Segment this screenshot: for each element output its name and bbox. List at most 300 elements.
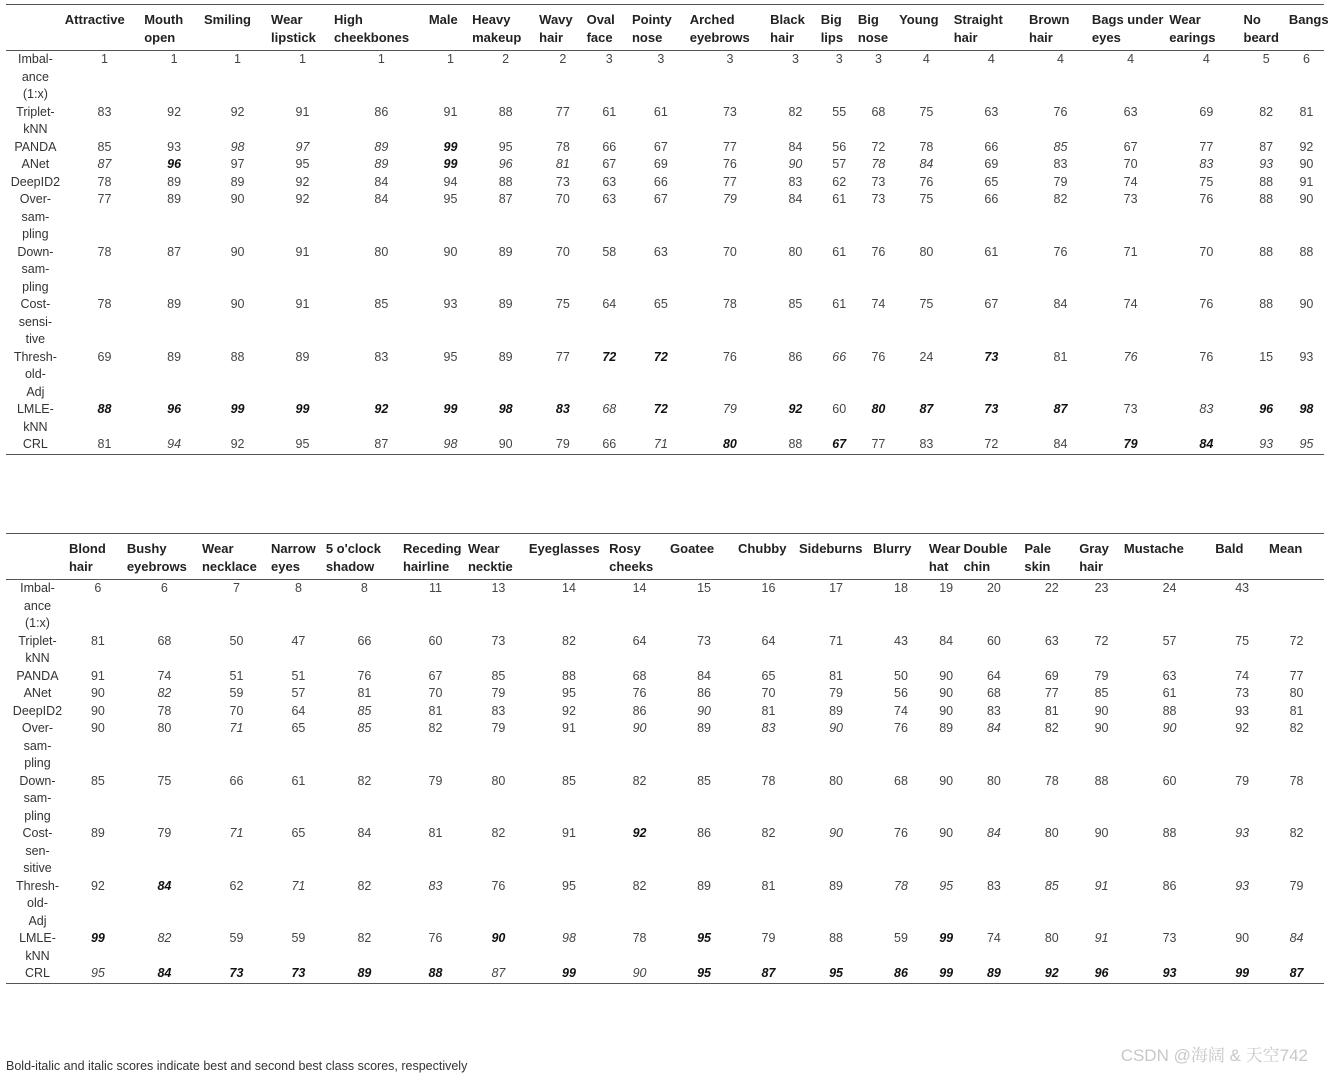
score-cell: 91 [1299,174,1314,189]
score-cell: 90 [788,157,803,171]
column-header: Big nose [857,12,889,45]
score-cell: 89 [167,174,182,189]
score-cell: 78 [1289,773,1304,788]
score-cell: 76 [1123,349,1138,364]
score-cell: 82 [357,773,372,788]
score-cell: 69 [1199,104,1214,119]
score-cell: 70 [555,244,570,259]
row-label: PANDA [14,139,57,154]
score-cell: 76 [1199,349,1214,364]
score-cell: 77 [555,104,570,119]
score-cell: 66 [229,773,244,788]
table-row [6,580,1324,633]
score-cell: 78 [157,703,172,718]
score-cell: 82 [1044,721,1059,735]
score-cell: 77 [871,437,886,451]
column-header: Eyeglasses [528,541,600,556]
score-cell: 67 [653,139,668,154]
score-cell: 92 [562,703,576,718]
score-cell: 91 [562,826,576,840]
score-cell: 60 [832,402,847,416]
score-cell: 96 [167,157,182,171]
score-cell: 1 [101,52,108,66]
score-cell: 73 [697,633,711,648]
row-label: CRL [22,437,48,451]
score-cell: 71 [829,633,843,648]
row-label: DeepID2 [12,703,63,718]
score-cell: 70 [1123,157,1138,171]
score-cell: 57 [291,686,306,700]
score-cell: 65 [984,174,999,189]
score-cell: 85 [1094,686,1109,700]
score-cell: 43 [1235,581,1250,595]
score-cell: 57 [832,157,847,171]
score-cell: 84 [939,633,954,648]
table-row [6,825,1324,878]
score-cell: 19 [939,581,954,595]
score-cell: 98 [443,437,458,451]
score-cell: 69 [97,349,112,364]
score-cell: 97 [295,139,310,154]
score-cell: 2 [502,52,510,66]
score-cell: 90 [1299,192,1314,206]
score-cell: 60 [1162,773,1177,788]
score-cell: 89 [357,966,372,980]
table-footnote: Bold-italic and italic scores indicate best and second best class scores, respectively [6,1059,468,1073]
score-cell: 76 [894,721,908,735]
score-cell: 92 [295,174,310,189]
table-row [6,296,1324,349]
row-label: LMLE- kNN [16,402,54,434]
score-cell: 74 [157,668,172,683]
score-cell: 73 [491,633,506,648]
score-cell: 1 [299,52,306,66]
results-table-top [6,4,1329,455]
score-cell: 95 [443,349,458,364]
score-cell: 90 [1299,157,1314,171]
score-cell: 65 [291,721,306,735]
score-cell: 93 [1259,437,1274,451]
score-cell: 80 [1044,931,1059,945]
score-cell: 3 [726,52,734,66]
score-cell: 96 [498,157,513,171]
score-cell: 92 [1299,139,1314,154]
column-header: Blond hair [68,541,106,574]
score-cell: 8 [360,581,368,595]
score-cell: 66 [984,139,999,154]
score-cell: 15 [1259,349,1274,364]
score-cell: 80 [157,721,172,735]
score-cell: 11 [428,581,442,595]
score-cell: 87 [1289,966,1304,980]
row-label: Thresh- old- Adj [15,878,60,928]
score-cell: 77 [97,192,112,206]
row-label: Imbal- ance (1:x) [18,52,53,101]
score-cell: 88 [428,966,443,980]
score-cell: 77 [722,174,737,189]
score-cell: 95 [939,878,954,893]
score-cell: 93 [1235,703,1250,718]
score-cell: 95 [443,192,458,206]
table-row [6,436,1324,454]
table-row [6,51,1324,104]
score-cell: 82 [1289,721,1304,735]
score-cell: 96 [1259,402,1274,416]
score-cell: 74 [894,703,908,718]
score-cell: 72 [1094,633,1109,648]
score-cell: 81 [90,633,105,648]
score-cell: 88 [1162,703,1177,718]
score-cell: 86 [894,966,908,980]
score-cell: 65 [761,668,776,683]
score-cell: 87 [374,437,389,451]
header-row [6,534,1324,580]
score-cell: 74 [1123,174,1138,189]
score-cell: 56 [894,686,908,700]
column-header: Double chin [963,541,1008,574]
score-cell: 92 [230,437,245,451]
score-cell: 66 [984,192,999,206]
score-cell: 1 [446,52,454,66]
score-cell: 83 [986,878,1001,893]
score-cell: 71 [229,826,244,840]
row-label: Over- sam- pling [19,192,52,241]
table-row [6,668,1324,686]
score-cell: 66 [653,174,668,189]
score-cell: 78 [97,244,112,259]
score-cell: 92 [374,402,389,416]
score-cell: 83 [761,721,776,735]
score-cell: 88 [1094,773,1109,788]
score-cell: 89 [90,826,105,840]
score-cell: 99 [443,157,458,171]
column-header: Black hair [770,12,805,45]
score-cell: 77 [722,139,737,154]
column-header: Receding hairline [402,541,462,574]
score-cell: 84 [986,826,1001,840]
column-header: Big lips [820,12,844,45]
score-cell: 70 [555,192,570,206]
column-header: Narrow eyes [271,541,316,574]
score-cell: 93 [1299,349,1314,364]
score-cell: 89 [167,349,182,364]
score-cell: 76 [871,349,886,364]
row-label: Imbal- ance (1:x) [20,581,55,630]
score-cell: 76 [1199,192,1214,206]
column-header: Arched eyebrows [689,12,750,45]
column-header: Bangs [1288,12,1329,27]
score-cell: 90 [632,966,647,980]
score-cell: 79 [428,773,443,788]
score-cell: 66 [357,633,372,648]
score-cell: 82 [1053,192,1068,206]
table-row [6,878,1324,931]
score-cell: 94 [167,437,182,451]
score-cell: 88 [1259,192,1274,206]
score-cell: 63 [653,244,668,259]
watermark: CSDN @海阔 & 天空742 [1120,1046,1308,1065]
score-cell: 3 [791,52,799,66]
column-header: Straight hair [953,12,1003,45]
score-cell: 81 [555,157,570,171]
score-cell: 85 [97,139,112,154]
score-cell: 88 [230,349,245,364]
score-cell: 80 [788,244,803,259]
score-cell: 89 [498,297,513,311]
score-cell: 17 [829,581,843,595]
score-cell: 74 [871,297,886,311]
score-cell: 82 [632,773,647,788]
column-header: High cheekbones [333,12,410,45]
score-cell: 72 [602,349,617,364]
score-cell: 98 [1299,402,1314,416]
score-cell: 68 [894,773,908,788]
score-cell: 78 [97,174,112,189]
score-cell: 84 [986,721,1001,735]
score-cell: 99 [295,402,310,416]
score-cell: 78 [871,157,886,171]
score-cell: 63 [602,192,617,206]
score-cell: 88 [1299,244,1314,259]
row-label: PANDA [16,668,59,683]
score-cell: 91 [295,244,310,259]
score-cell: 79 [1123,437,1138,451]
score-cell: 72 [1289,633,1304,648]
score-cell: 91 [295,297,310,311]
score-cell: 63 [602,174,617,189]
score-cell: 90 [1094,826,1109,840]
score-cell: 89 [374,157,389,171]
score-cell: 95 [90,966,105,980]
column-header: Bald [1215,541,1244,556]
row-label: Over- sam- pling [21,721,54,770]
score-cell: 59 [894,931,908,945]
column-header: 5 o'clock shadow [325,541,381,574]
column-header: Oval face [586,12,615,45]
score-cell: 89 [167,297,182,311]
score-cell: 91 [90,668,105,683]
table-row [6,401,1324,436]
score-cell: 69 [653,157,668,171]
score-cell: 74 [986,931,1001,945]
row-label: ANet [23,686,52,700]
score-cell: 89 [829,703,843,718]
score-cell: 90 [1094,703,1109,718]
score-cell: 96 [1094,966,1109,980]
score-cell: 99 [562,966,576,980]
score-cell: 84 [788,192,803,206]
score-cell: 4 [1056,52,1064,66]
score-cell: 88 [1259,174,1274,189]
score-cell: 71 [229,721,244,735]
score-cell: 82 [157,686,172,700]
score-cell: 64 [602,297,617,311]
score-cell: 90 [230,244,245,259]
score-cell: 60 [428,633,443,648]
score-cell: 91 [1094,878,1109,893]
score-cell: 95 [562,878,576,893]
score-cell: 99 [939,966,954,980]
score-cell: 82 [1289,826,1304,840]
score-cell: 73 [1123,402,1138,416]
score-cell: 50 [894,668,908,683]
score-cell: 90 [498,437,513,451]
score-cell: 14 [562,581,576,595]
score-cell: 82 [632,878,647,893]
score-cell: 89 [986,966,1001,980]
score-cell: 90 [491,931,506,945]
score-cell: 85 [491,668,506,683]
score-cell: 90 [697,703,711,718]
score-cell: 78 [1044,773,1059,788]
score-cell: 97 [230,157,245,171]
table-row [6,156,1324,174]
score-cell: 95 [562,686,576,700]
score-cell: 84 [919,157,934,171]
score-cell: 98 [498,402,513,416]
score-cell: 43 [894,633,908,648]
score-cell: 90 [632,721,647,735]
score-cell: 73 [871,174,886,189]
score-cell: 73 [722,104,737,119]
score-cell: 86 [697,686,711,700]
column-header: Wear earings [1169,12,1216,45]
score-cell: 82 [491,826,506,840]
score-cell: 80 [491,773,506,788]
score-cell: 50 [229,633,244,648]
score-cell: 68 [871,104,886,119]
score-cell: 90 [90,686,105,700]
score-cell: 81 [761,703,776,718]
score-cell: 90 [939,668,954,683]
score-cell: 24 [1162,581,1177,595]
score-cell: 90 [939,686,954,700]
score-cell: 80 [829,773,843,788]
score-cell: 93 [1235,878,1250,893]
score-cell: 62 [229,878,244,893]
score-cell: 63 [1162,668,1177,683]
score-cell: 92 [1235,721,1250,735]
score-cell: 95 [829,966,843,980]
score-cell: 91 [562,721,576,735]
score-cell: 99 [90,931,105,945]
score-cell: 90 [1162,721,1177,735]
score-cell: 62 [832,174,847,189]
score-cell: 95 [697,931,711,945]
score-cell: 73 [984,349,999,364]
column-header: Wear necktie [467,541,513,574]
score-cell: 77 [1289,668,1304,683]
score-cell: 61 [832,192,847,206]
score-cell: 16 [761,581,776,595]
score-cell: 80 [374,244,389,259]
score-cell: 4 [1202,52,1210,66]
score-cell: 94 [443,174,458,189]
score-cell: 85 [357,721,372,735]
score-cell: 73 [555,174,570,189]
score-cell: 92 [632,826,647,840]
score-cell: 83 [374,349,389,364]
score-cell: 14 [632,581,647,595]
score-cell: 84 [374,174,389,189]
score-cell: 73 [871,192,886,206]
score-cell: 93 [1235,826,1250,840]
score-cell: 95 [1299,437,1314,451]
score-cell: 78 [632,931,647,945]
score-cell: 83 [97,104,112,119]
score-cell: 78 [97,297,112,311]
score-cell: 79 [829,686,843,700]
score-cell: 79 [491,721,506,735]
score-cell: 82 [357,878,372,893]
score-cell: 95 [498,139,513,154]
score-cell: 79 [722,192,737,206]
score-cell: 83 [1053,157,1068,171]
score-cell: 90 [1094,721,1109,735]
score-cell: 82 [357,931,372,945]
score-cell: 79 [722,402,737,416]
score-cell: 95 [295,437,310,451]
score-cell: 83 [788,174,803,189]
column-header: Sideburns [798,541,863,556]
table-row [6,139,1324,157]
score-cell: 71 [1123,244,1138,259]
score-cell: 64 [761,633,776,648]
score-cell: 81 [428,703,443,718]
score-cell: 67 [602,157,617,171]
score-cell: 72 [653,349,668,364]
score-cell: 76 [919,174,934,189]
score-cell: 63 [1123,104,1138,119]
score-cell: 91 [1094,931,1109,945]
score-cell: 87 [761,966,776,980]
score-cell: 87 [919,402,934,416]
row-label: Cost- sen- sitive [22,826,53,875]
score-cell: 61 [291,773,306,788]
score-cell: 92 [295,192,310,206]
score-cell: 90 [829,826,843,840]
score-cell: 78 [555,139,570,154]
score-cell: 56 [832,139,847,154]
score-cell: 81 [97,437,112,451]
score-cell: 73 [984,402,999,416]
score-cell: 79 [1094,668,1109,683]
column-header: Smiling [204,12,251,27]
row-label: Cost- sensi- tive [18,297,53,346]
score-cell: 6 [94,581,102,595]
score-cell: 79 [1235,773,1250,788]
score-cell: 74 [1235,668,1250,683]
score-cell: 23 [1094,581,1109,595]
score-cell: 90 [230,192,245,206]
score-cell: 99 [1235,966,1250,980]
column-header: Attractive [64,12,125,27]
score-cell: 76 [871,244,886,259]
column-header: Goatee [670,541,715,556]
score-cell: 88 [1259,297,1274,311]
score-cell: 73 [291,966,306,980]
table-row [6,174,1324,192]
score-cell: 66 [602,139,617,154]
score-cell: 22 [1044,581,1059,595]
score-cell: 91 [295,104,310,119]
score-cell: 75 [555,297,570,311]
score-cell: 84 [1289,931,1304,945]
score-cell: 79 [1053,174,1068,189]
table-row [6,685,1324,703]
column-header: Mouth open [144,12,184,45]
score-cell: 51 [229,668,244,683]
